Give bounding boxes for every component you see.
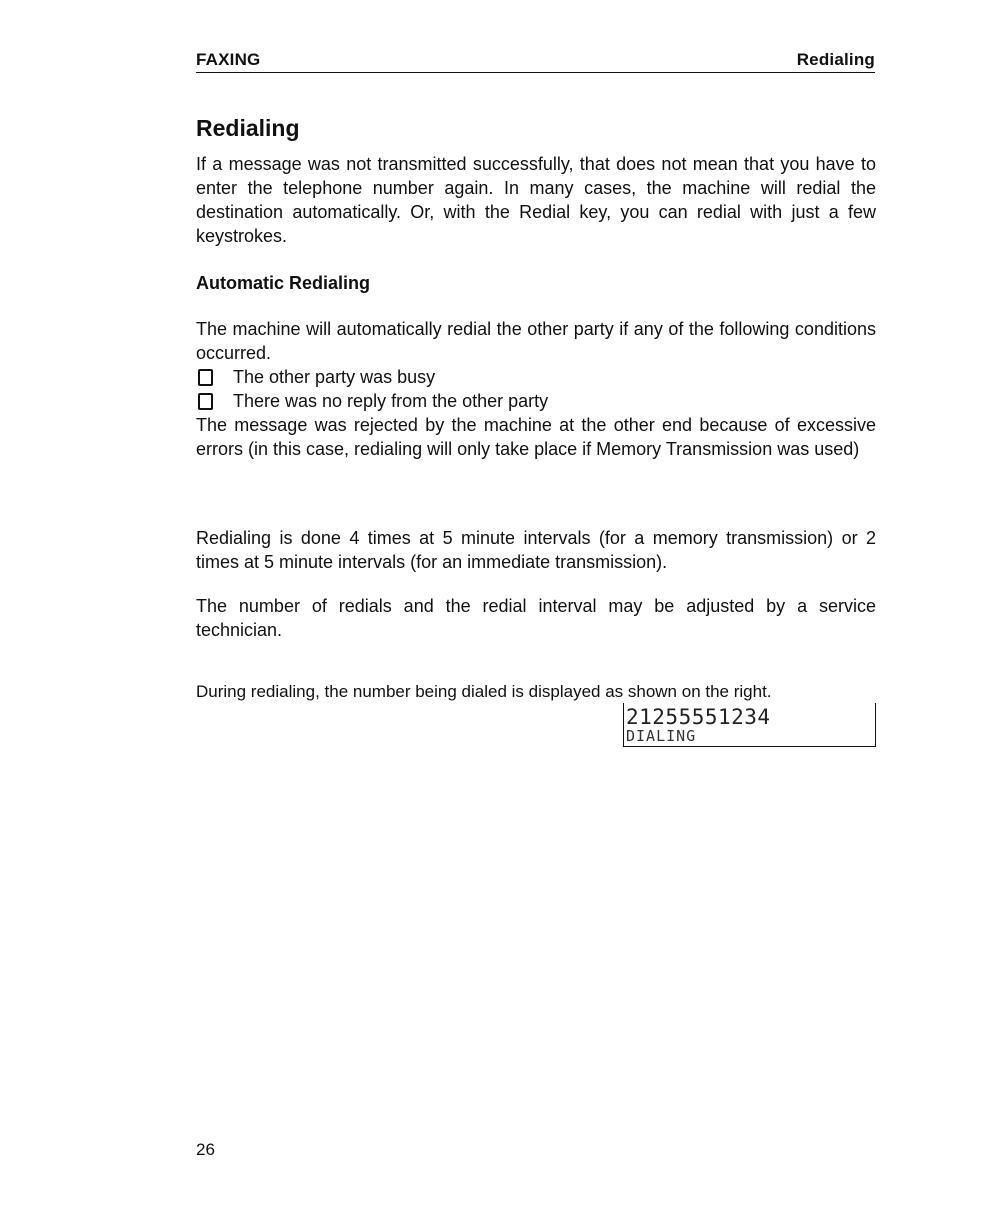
lcd-status: DIALING xyxy=(626,727,697,745)
conditions-lead-paragraph: The machine will automatically redial the other party if any of the following conditions occurred. xyxy=(196,319,876,363)
checkbox-bullet-icon xyxy=(198,369,213,386)
rejected-paragraph: The message was rejected by the machine at the other end because of excessive errors (in this case, redialing will only take place if Memory Transmission was used) xyxy=(196,415,876,459)
automatic-redialing-heading: Automatic Redialing xyxy=(196,273,371,293)
checkbox-bullet-icon xyxy=(198,393,213,410)
conditions-list xyxy=(196,365,876,413)
header-topic: Redialing xyxy=(796,50,875,69)
condition-text: The other party was busy xyxy=(233,367,436,387)
display-note-paragraph: During redialing, the number being dialed is displayed as shown on the right. xyxy=(196,682,772,701)
list-item xyxy=(196,389,876,413)
list-item xyxy=(196,365,876,389)
running-header xyxy=(196,50,875,73)
header-section: FAXING xyxy=(196,50,261,69)
intro-paragraph: If a message was not transmitted successfully, that does not mean that you have to enter the telephone number again. In many cases, the machine will redial the destination automatically. Or, with the Redial key, you can redial with just a few keystrokes. xyxy=(196,154,876,246)
condition-text: There was no reply from the other party xyxy=(233,391,549,411)
schedule-paragraph: Redialing is done 4 times at 5 minute intervals (for a memory transmission) or 2 times at 5 minute intervals (for an immediate transmission). xyxy=(196,528,876,572)
page-number: 26 xyxy=(196,1140,215,1159)
page-title: Redialing xyxy=(196,115,300,141)
lcd-number: 21255551234 xyxy=(626,705,771,729)
lcd-display xyxy=(623,703,876,747)
adjust-paragraph: The number of redials and the redial interval may be adjusted by a service technician. xyxy=(196,596,876,640)
